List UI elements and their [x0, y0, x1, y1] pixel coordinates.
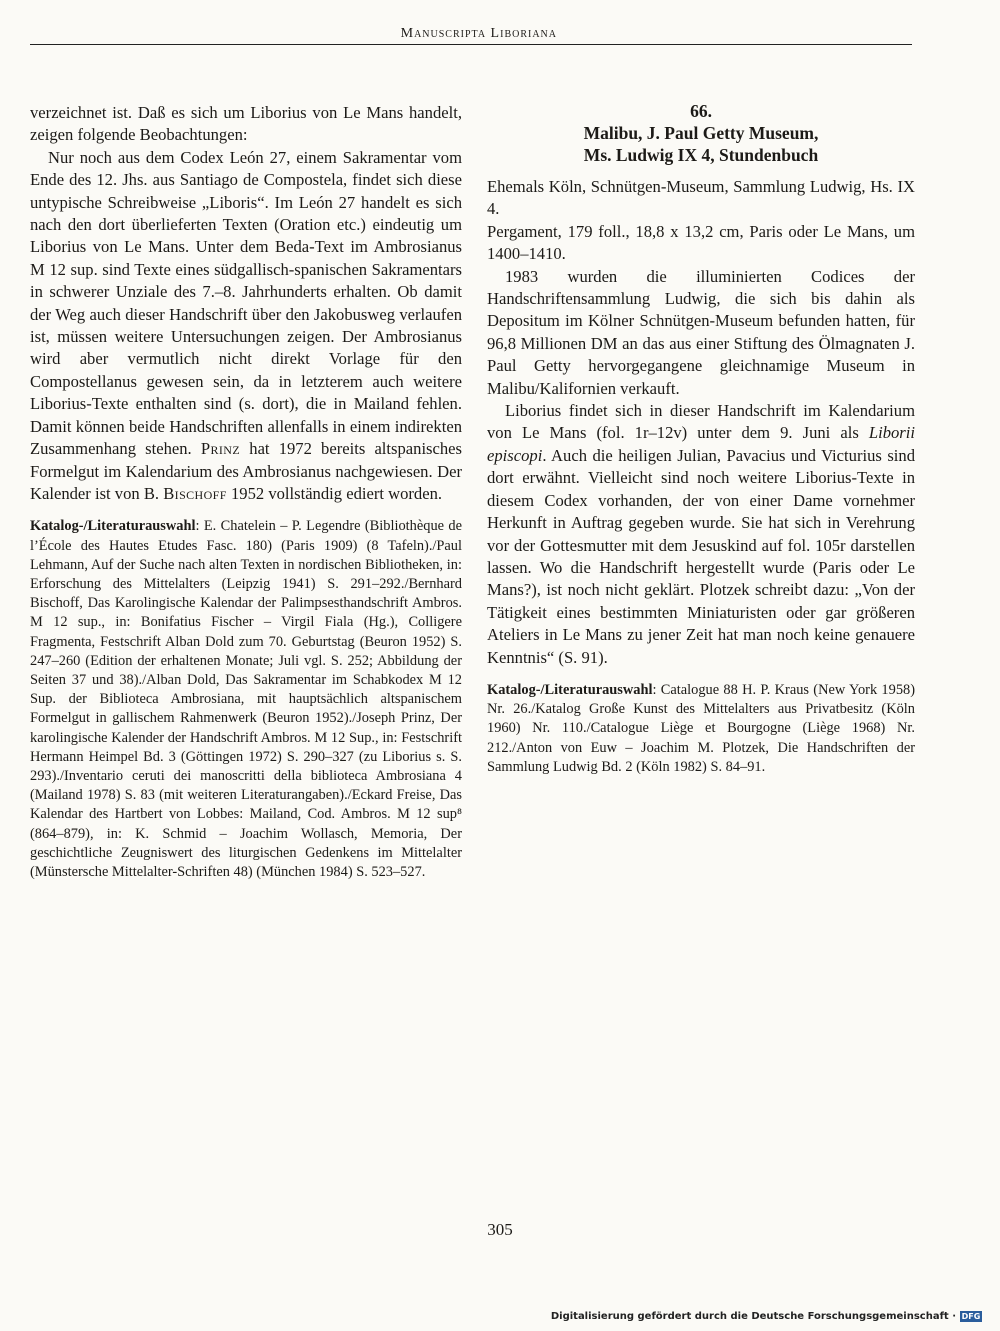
running-title: Manuscripta Liboriana	[400, 26, 557, 41]
entry-title-line-1: Malibu, J. Paul Getty Museum,	[583, 123, 819, 143]
entry-heading	[487, 100, 915, 166]
literature-text: : Catalogue 88 H. P. Kraus (New York 1958) Nr. 26./Katalog Große Kunst des Mittelalters aus Privatbesitz (Köln 1960) Nr. 110./Catalogue Liège et Bourgogne (Liège 1968) Nr. 212./Anton von Euw – Joachim M. Plotzek, Die Handschriften der Sammlung Ludwig Bd. 2 (Köln 1982) S. 84–91.	[487, 681, 915, 775]
right-paragraph-1: Ehemals Köln, Schnütgen-Museum, Sammlung Ludwig, Hs. IX 4.	[487, 177, 915, 219]
left-paragraph-1: verzeichnet ist. Daß es sich um Liborius von Le Mans handelt, zeigen folgende Beobachtungen:	[30, 103, 462, 145]
right-paragraph-2: Pergament, 179 foll., 18,8 x 13,2 cm, Paris oder Le Mans, um 1400–1410.	[487, 221, 915, 264]
page-number: 305	[487, 1220, 513, 1239]
author-bischoff: Bischoff	[163, 483, 227, 503]
literature-label: Katalog-/Literaturauswahl	[30, 518, 196, 535]
footer-text: Digitalisierung gefördert durch die Deutsche Forschungsgemeinschaft ·	[550, 1311, 956, 1322]
entry-title-line-2: Ms. Ludwig IX 4, Stundenbuch	[583, 145, 819, 165]
dfg-logo-icon: DFG	[961, 1312, 981, 1321]
left-literature	[30, 517, 462, 882]
right-paragraph-3: 1983 wurden die illuminierten Codices der Handschriftensammlung Ludwig, die sich bis dahin als Depositum im Kölner Schnütgen-Museum befunden hatten, für 96,8 Millionen DM an das aus einer Stiftung des Ölmagnaten J. Paul Getty hervorgegangene gleichnamige Museum in Malibu/Kalifornien verkauft.	[487, 266, 915, 398]
left-column	[30, 102, 462, 882]
liborii-episcopi: Liborii episcopi	[487, 423, 915, 465]
literature-text: : E. Chatelein – P. Legendre (Bibliothèque de l’École des Hautes Etudes Fasc. 180) (Paris 1909) (8 Tafeln)./Paul Lehmann, Auf der Suche nach alten Texten in nordischen Bibliotheken, in: Erforschung des Mittelalters (Leipzig 1941) S. 291–292./Bernhard Bischoff, Das Karolingische Kalendar der Palimpsesthandschrift Ambros. M 12 sup., in: Bonifatius Fischer – Virgil Fiala (Hg.), Colligere Fragmenta, Festschrift Alban Dold zum 70. Geburtstag (Beuron 1952) S. 247–260 (Edition der erhaltenen Monate; Juli vgl. S. 252; Abbildung der Seiten 37 und 38)./Alban Dold, Das Sakramentar im Schabkodex M 12 Sup. der Biblioteca Ambrosiana, mit hauptsächlich altspanischem Formelgut in gallischem Rahmenwerk (Beuron 1952)./Joseph Prinz, Der karolingische Kalender der Handschrift Ambros. M 12 Sup., in: Festschrift Hermann Heimpel Bd. 3 (Göttingen 1972) S. 290–327 (zu Liborius s. S. 293)./Inventario ceruti dei manoscritti della biblioteca Ambrosiana 4 (Mailand 1978) S. 83 (mit weiteren Literaturangaben)./Eckard Freise, Das Kalendar des Hartbert von Lobbes: Mailand, Cod. Ambros. M 12 sup⁸ (864–879), in: K. Schmid – Joachim Wollasch, Memoria, Der geschichtliche Zeugniswert des liturgischen Gedenkens im Mittelalter (Münstersche Mittelalter-Schriften 48) (München 1984) S. 523–527.	[30, 518, 462, 880]
left-paragraph-2: Nur noch aus dem Codex León 27, einem Sakramentar vom Ende des 12. Jhs. aus Santiago de Compostela, findet sich diese untypische Schreibweise „Liboris“. Im León 27 handelt es sich nach den dort überlieferten Texten (Oration etc.) eindeutig um Liborius von Le Mans. Unter dem Beda-Text im Ambrosianus M 12 sup. sind Texte eines südgallisch-spanischen Sakramentars in schwerer Unziale des 7.–8. Jahrhunderts erhalten. Ob damit der Weg auch dieser Handschrift über den Jakobusweg verlaufen ist, müssen weitere Untersuchungen zeigen. Der Ambrosianus wird aber vermutlich nicht direkt Vorlage für den Compostellanus gewesen sein, da in letzterem auch weitere Liborius-Texte enthalten sind (s. dort), die in Mailand fehlen. Damit können beide Handschriften allenfalls in einem indirekten Zusammenhang stehen. Prinz hat 1972 bereits altspanisches Formelgut im Kalendarium des Ambrosianus nachgewiesen. Der Kalender ist von B. Bischoff 1952 vollständig ediert worden.	[30, 147, 463, 503]
entry-number: 66.	[690, 101, 712, 121]
author-prinz: Prinz	[200, 439, 241, 459]
header-rule	[30, 44, 912, 45]
right-literature	[487, 681, 915, 777]
right-paragraph-4: Liborius findet sich in dieser Handschrift im Kalendarium von Le Mans (fol. 1r–12v) unter dem 9. Juni als Liborii episcopi. Auch die heiligen Julian, Pavacius und Victurius sind dort erwähnt. Vielleicht sind noch weitere Liborius-Texte in diesem Codex vorhanden, der von einer Dame vornehmer Herkunft in Auftrag gegeben wurde. Sie hat sich in Verehrung vor der Gottesmutter mit dem Jesuskind auf fol. 105r darstellen lassen. Wo die Handschrift hergestellt wurde (Paris oder Le Mans?), ist noch nicht geklärt. Plotzek schreibt dazu: „Von der Tätigkeit eines bestimmten Miniaturisten oder gar größeren Ateliers in Le Mans zu jener Zeit hat man noch keine genauere Kenntnis“ (S. 91).	[487, 401, 915, 667]
literature-label: Katalog-/Literaturauswahl	[487, 681, 653, 698]
right-column	[487, 100, 915, 777]
footer-credit	[551, 1311, 982, 1322]
